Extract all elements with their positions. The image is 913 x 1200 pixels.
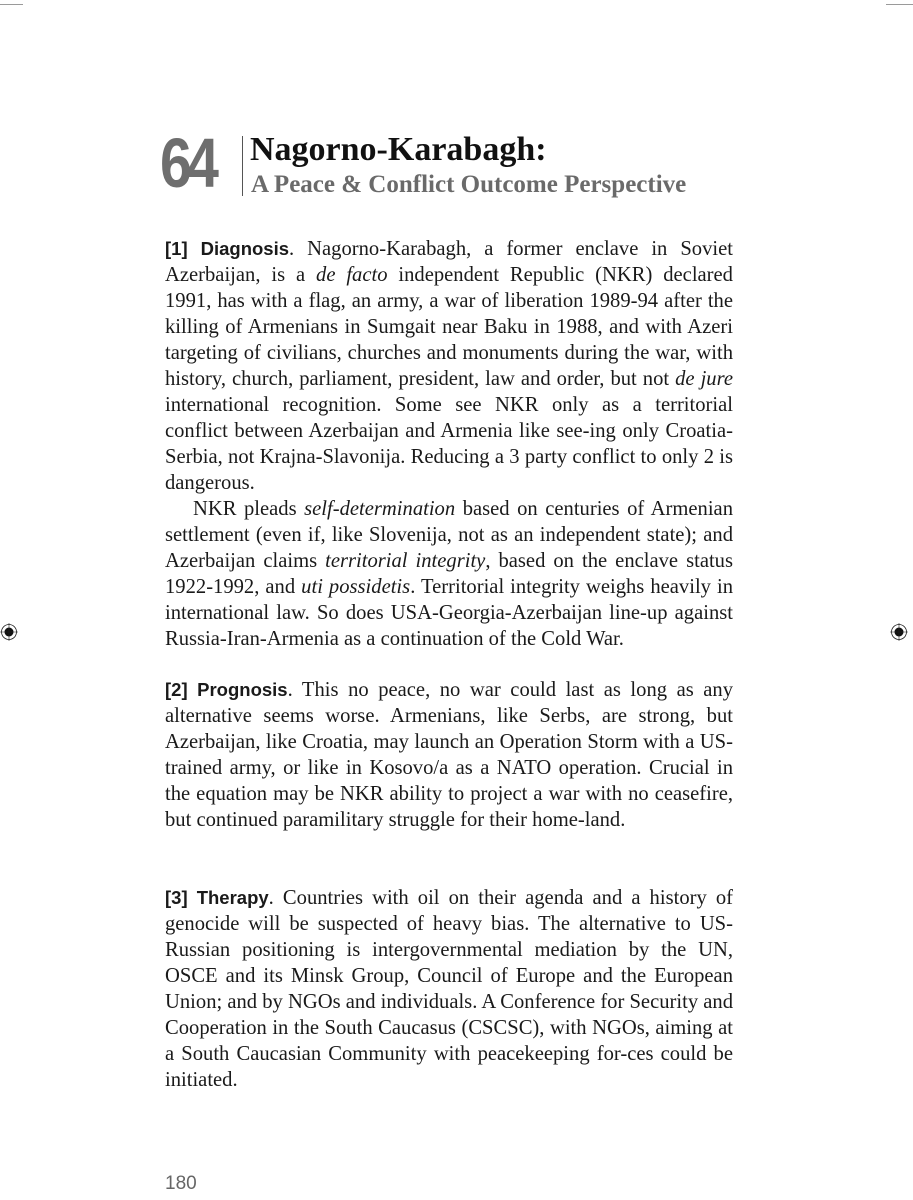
crop-mark-top-left <box>0 4 23 5</box>
chapter-divider <box>242 136 243 196</box>
chapter-number: 64 <box>160 124 215 202</box>
paragraph: NKR pleads self-determination based on centuries of Armenian settlement (even if, like Slovenija, not as an independent state); and Azerbaijan claims territorial integrity, based on the enclave status 1922-1992, and uti possidetis. Territorial integrity weighs heavily in international law. So does USA-Georgia-Azerbaijan line-up against Russia-Iran-Armenia as a continuation of the Cold War. <box>165 498 734 650</box>
section-heading: [2] Prognosis <box>165 679 288 700</box>
section-diagnosis <box>165 236 733 652</box>
registration-mark-icon <box>0 623 18 641</box>
emphasis: de jure <box>675 368 733 390</box>
section-heading: [3] Therapy <box>165 887 269 908</box>
emphasis: de facto <box>316 264 388 286</box>
paragraph: [1] Diagnosis. Nagorno-Karabagh, a former enclave in Soviet Azerbaijan, is a de facto independent Republic (NKR) declared 1991, has with a flag, an army, a war of liberation 1989-94 after the killing of Armenians in Sumgait near Baku in 1988, and with Azeri targeting of civilians, churches and monuments during the war, with history, church, parliament, president, law and order, but not de jure international recognition. Some see NKR only as a territorial conflict between Azerbaijan and Armenia like see-ing only Croatia-Serbia, not Krajna-Slavonija. Reducing a 3 party conflict to only 2 is dangerous. <box>165 238 733 494</box>
chapter-subtitle: A Peace & Conflict Outcome Perspective <box>251 171 687 198</box>
section-heading: [1] Diagnosis <box>165 238 290 259</box>
emphasis: self-determination <box>304 498 456 520</box>
emphasis: territorial integrity <box>325 550 486 572</box>
chapter-title: Nagorno-Karabagh: <box>250 131 547 168</box>
registration-mark-icon <box>890 623 908 641</box>
page-number: 180 <box>165 1173 197 1194</box>
emphasis: uti possidetis <box>301 576 411 598</box>
paragraph: [2] Prognosis. This no peace, no war could last as long as any alternative seems worse. Armenians, like Serbs, are strong, but Azerbaijan, like Croatia, may launch an Operation Storm with a US-trained army, or like in Kosovo/a as a NATO operation. Crucial in the equation may be NKR ability to project a war with no ceasefire, but continued paramilitary struggle for their home-land. <box>165 679 733 831</box>
section-therapy <box>165 885 733 1093</box>
crop-mark-top-right <box>886 4 913 5</box>
section-prognosis <box>165 677 733 833</box>
paragraph: [3] Therapy. Countries with oil on their agenda and a history of genocide will be suspected of heavy bias. The alternative to US-Russian positioning is intergovernmental mediation by the UN, OSCE and its Minsk Group, Council of Europe and the European Union; and by NGOs and individuals. A Conference for Security and Cooperation in the South Caucasus (CSCSC), with NGOs, aiming at a South Caucasian Community with peacekeeping for-ces could be initiated. <box>165 887 734 1091</box>
